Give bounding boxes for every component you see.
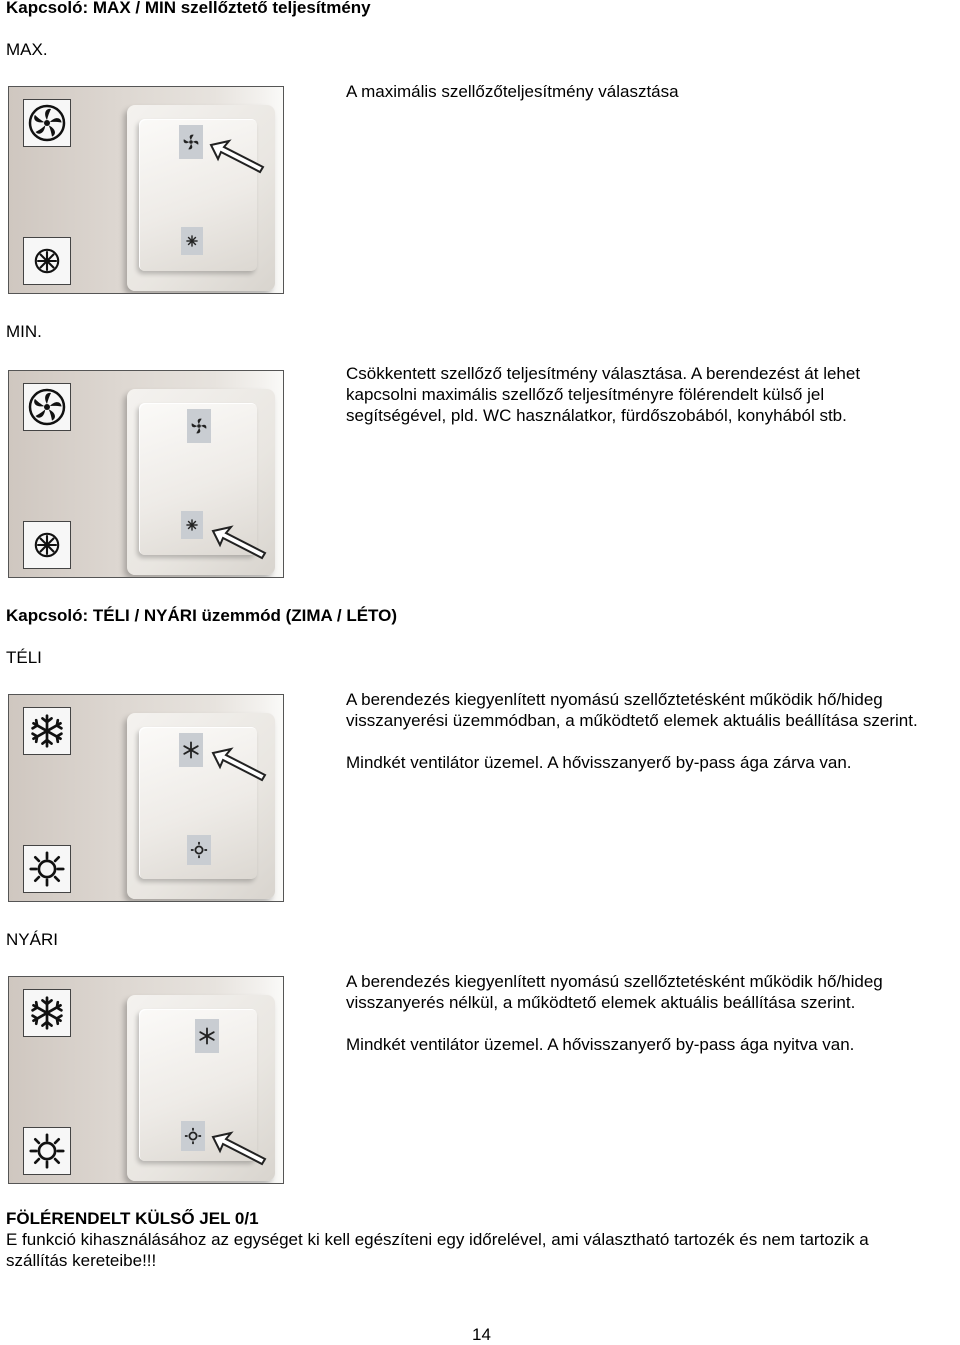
min-description bbox=[346, 363, 946, 426]
switch-photo-min bbox=[8, 370, 284, 578]
rocker-snowflake-icon bbox=[179, 733, 203, 767]
switch-photo-summer bbox=[8, 976, 284, 1184]
summer-description bbox=[346, 971, 956, 1013]
winter-label: TÉLI bbox=[6, 648, 42, 667]
min-description-line: Csökkentett szellőző teljesítmény választása. A berendezést át lehet bbox=[346, 364, 861, 383]
min-description-line: kapcsolni maximális szellőző teljesítményre fölérendelt külső jel bbox=[346, 385, 825, 404]
switch-photo-max bbox=[8, 86, 284, 294]
rocker-sun-icon bbox=[187, 835, 211, 865]
min-label: MIN. bbox=[6, 322, 42, 341]
snowflake-icon bbox=[23, 707, 71, 755]
max-description: A maximális szellőzőteljesítmény választása bbox=[346, 82, 679, 101]
section1-heading: Kapcsoló: MAX / MIN szellőztető teljesítmény bbox=[6, 0, 371, 17]
section3-text-line1: E funkció kihasználásához az egységet ki kell egészíteni egy időrelével, ami választható tartozék és nem tartozik a bbox=[6, 1230, 869, 1249]
sun-icon bbox=[23, 1127, 71, 1175]
summer-label: NYÁRI bbox=[6, 930, 58, 949]
pointer-arrow-icon bbox=[209, 523, 269, 563]
winter-description bbox=[346, 689, 956, 731]
sun-icon bbox=[23, 845, 71, 893]
rocker-fan-small-icon bbox=[181, 227, 203, 255]
summer-note: Mindkét ventilátor üzemel. A hővisszanyerő by-pass ága nyitva van. bbox=[346, 1035, 855, 1054]
section2-heading: Kapcsoló: TÉLI / NYÁRI üzemmód (ZIMA / LÉTO) bbox=[6, 606, 398, 625]
pointer-arrow-icon bbox=[209, 745, 269, 785]
pointer-arrow-icon bbox=[209, 1129, 269, 1169]
switch-photo-winter bbox=[8, 694, 284, 902]
min-description-line: segítségével, pld. WC használatkor, fürdőszobából, konyhából stb. bbox=[346, 406, 847, 425]
winter-note: Mindkét ventilátor üzemel. A hővisszanyerő by-pass ága zárva van. bbox=[346, 753, 852, 772]
fan-large-icon bbox=[23, 99, 71, 147]
winter-description-line: A berendezés kiegyenlített nyomású szellőztetésként működik hő/hideg bbox=[346, 690, 883, 709]
rocker-snowflake-icon bbox=[195, 1019, 219, 1053]
max-label: MAX. bbox=[6, 40, 48, 59]
rocker-fan-large-icon bbox=[179, 125, 203, 159]
pointer-arrow-icon bbox=[207, 137, 267, 177]
rocker-fan-small-icon bbox=[181, 511, 203, 539]
section3-heading: FÖLÉRENDELT KÜLSŐ JEL 0/1 bbox=[6, 1209, 259, 1228]
section3-text-line2: szállítás kereteibe!!! bbox=[6, 1251, 157, 1270]
fan-small-icon bbox=[23, 521, 71, 569]
fan-large-icon bbox=[23, 383, 71, 431]
rocker-fan-large-icon bbox=[187, 409, 211, 443]
winter-description-line: visszanyerési üzemmódban, a működtető elemek aktuális beállítása szerint. bbox=[346, 711, 918, 730]
rocker-sun-icon bbox=[181, 1121, 205, 1151]
summer-description-line: A berendezés kiegyenlített nyomású szellőztetésként működik hő/hideg bbox=[346, 972, 883, 991]
snowflake-icon bbox=[23, 989, 71, 1037]
fan-small-icon bbox=[23, 237, 71, 285]
page-number: 14 bbox=[472, 1325, 491, 1344]
summer-description-line: visszanyerés nélkül, a működtető elemek aktuális beállítása szerint. bbox=[346, 993, 856, 1012]
